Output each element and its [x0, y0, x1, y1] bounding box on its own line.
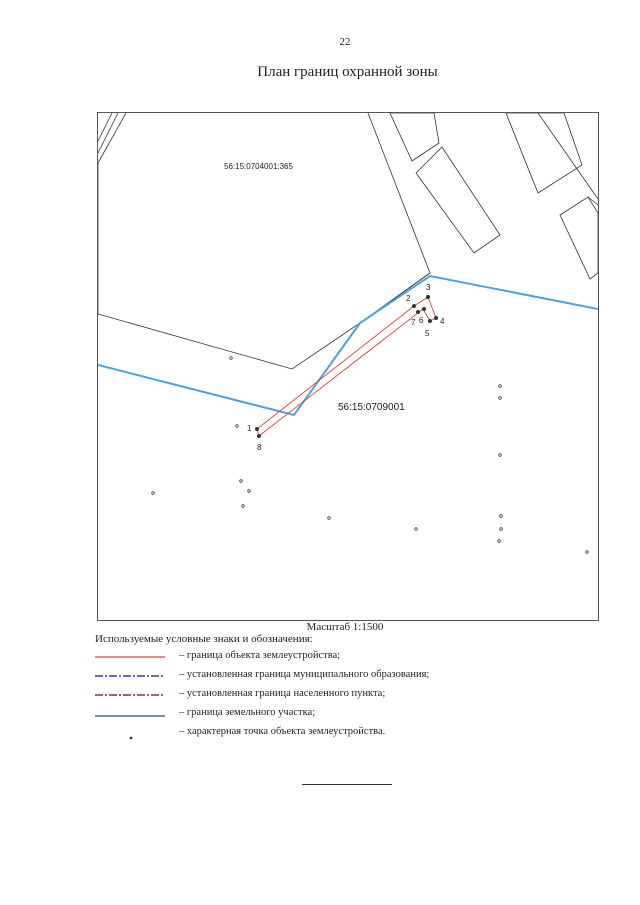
survey-mark: [152, 492, 155, 495]
legend-sample-dashdot-maroon: [95, 688, 167, 702]
survey-marks: [152, 357, 589, 554]
point-label-5: 5: [425, 329, 430, 338]
point-label-7: 7: [411, 318, 416, 327]
point-label-6: 6: [419, 316, 424, 325]
legend-item-characteristic-point: [95, 726, 515, 740]
parcel-boundary-right-b: [588, 197, 598, 205]
survey-mark: [498, 540, 501, 543]
survey-mark: [236, 425, 239, 428]
point-label-2: 2: [406, 294, 411, 303]
legend-sample-solid-red: [95, 650, 167, 664]
legend-item-object-boundary: [95, 650, 515, 664]
building-4: [560, 197, 598, 279]
point-label-3: 3: [426, 283, 431, 292]
legend-item-land-plot-boundary: [95, 707, 515, 721]
survey-mark: [586, 551, 589, 554]
parcel-label-lower: 56:15:0709001: [338, 402, 405, 413]
point-marker-7: [416, 310, 420, 314]
parcel-boundary-right-a: [538, 113, 598, 199]
legend-label: – граница земельного участка;: [179, 707, 316, 718]
point-marker-8: [257, 434, 261, 438]
zone-boundary-right: [360, 276, 598, 323]
survey-mark: [242, 505, 245, 508]
point-marker-3: [426, 295, 430, 299]
zone-boundary-left: [98, 323, 360, 415]
survey-mark: [499, 454, 502, 457]
boundary-map: [98, 113, 598, 620]
legend-item-settlement-boundary: [95, 688, 515, 702]
point-marker-6: [422, 307, 426, 311]
legend-label: – характерная точка объекта землеустройства.: [179, 726, 386, 737]
page-title: План границ охранной зоны: [257, 64, 438, 80]
survey-mark: [415, 528, 418, 531]
signature-line: [302, 784, 392, 785]
building-2: [416, 147, 500, 253]
point-label-4: 4: [440, 317, 445, 326]
point-marker-5: [428, 319, 432, 323]
point-label-1: 1: [247, 424, 252, 433]
map-frame: [97, 112, 599, 621]
survey-mark: [328, 517, 331, 520]
legend-label: – установленная граница муниципального образования;: [179, 669, 430, 680]
parcel-boundary-left-strip-a: [98, 113, 112, 141]
zone-boundaries: [98, 276, 598, 415]
point-marker-2: [412, 304, 416, 308]
point-labels: [247, 283, 445, 452]
legend-item-municipal-boundary: [95, 669, 515, 683]
legend-title: Используемые условные знаки и обозначения:: [95, 633, 313, 645]
point-marker-1: [255, 427, 259, 431]
building-1: [390, 113, 439, 161]
scale-label: Масштаб 1:1500: [306, 621, 384, 633]
legend-label: – граница объекта землеустройства;: [179, 650, 341, 661]
parcel-boundary-large: [98, 113, 430, 369]
survey-mark: [500, 528, 503, 531]
legend-label: – установленная граница населенного пункта;: [179, 688, 386, 699]
survey-mark: [240, 480, 243, 483]
page-number: 22: [339, 36, 351, 48]
building-3: [506, 113, 582, 193]
survey-mark: [230, 357, 233, 360]
survey-mark: [499, 397, 502, 400]
survey-mark: [248, 490, 251, 493]
point-label-8: 8: [257, 443, 262, 452]
survey-mark: [499, 385, 502, 388]
parcel-boundaries: [98, 113, 598, 369]
point-marker-4: [434, 316, 438, 320]
legend-sample-dashdot-navy: [95, 669, 167, 683]
legend-sample-point: [95, 726, 167, 740]
survey-mark: [500, 515, 503, 518]
parcel-label-upper: 56:15:0704001:365: [224, 162, 293, 171]
legend-sample-solid-dark: [95, 707, 167, 721]
